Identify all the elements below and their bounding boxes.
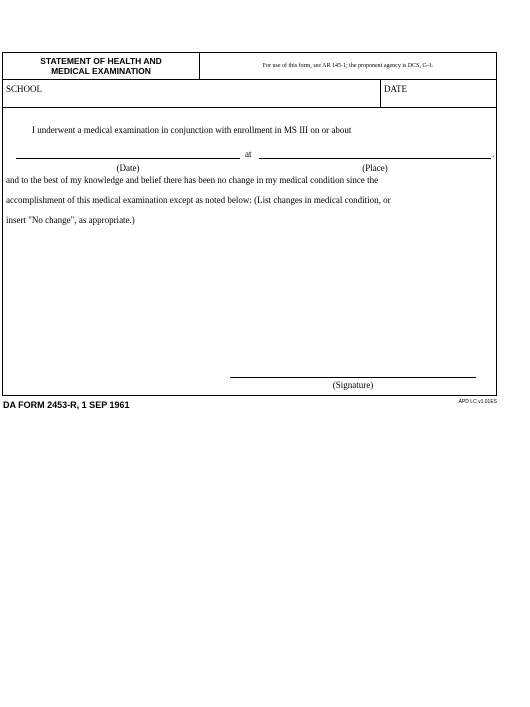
- date-caption: (Date): [116, 163, 140, 173]
- exam-place-line[interactable]: [259, 158, 491, 159]
- form-title: [3, 53, 200, 80]
- form-number: DA FORM 2453-R, 1 SEP 1961: [3, 400, 130, 410]
- statement-text: I underwent a medical examination in conjunction with enrollment in MS III on or about: [32, 125, 352, 135]
- agency-note-text: For use of this form, see AR 145-1; the proponent agency is DCS, G-1.: [262, 63, 434, 69]
- date-label: DATE: [384, 84, 407, 94]
- body-line-3: insert "No change", as appropriate.): [6, 215, 135, 225]
- date-field[interactable]: [381, 80, 496, 108]
- form-title-line1: STATEMENT OF HEALTH AND: [40, 56, 162, 66]
- form-title-line2: MEDICAL EXAMINATION: [51, 66, 151, 76]
- signature-line[interactable]: [230, 377, 476, 378]
- at-word: at: [245, 149, 252, 159]
- agency-note: [200, 53, 496, 80]
- form-frame: [2, 52, 497, 396]
- school-field[interactable]: [3, 80, 381, 108]
- school-label: SCHOOL: [6, 84, 43, 94]
- version-label: APD LC v1.01ES: [458, 399, 497, 405]
- signature-caption: (Signature): [332, 380, 374, 390]
- exam-date-line[interactable]: [16, 158, 240, 159]
- body-line-1: and to the best of my knowledge and belief there has been no change in my medical condition since the: [6, 175, 379, 185]
- place-caption: (Place): [362, 163, 388, 173]
- period-mark: .: [492, 149, 495, 159]
- body-line-2: accomplishment of this medical examination except as noted below: (List changes in medical condition, or: [6, 195, 391, 205]
